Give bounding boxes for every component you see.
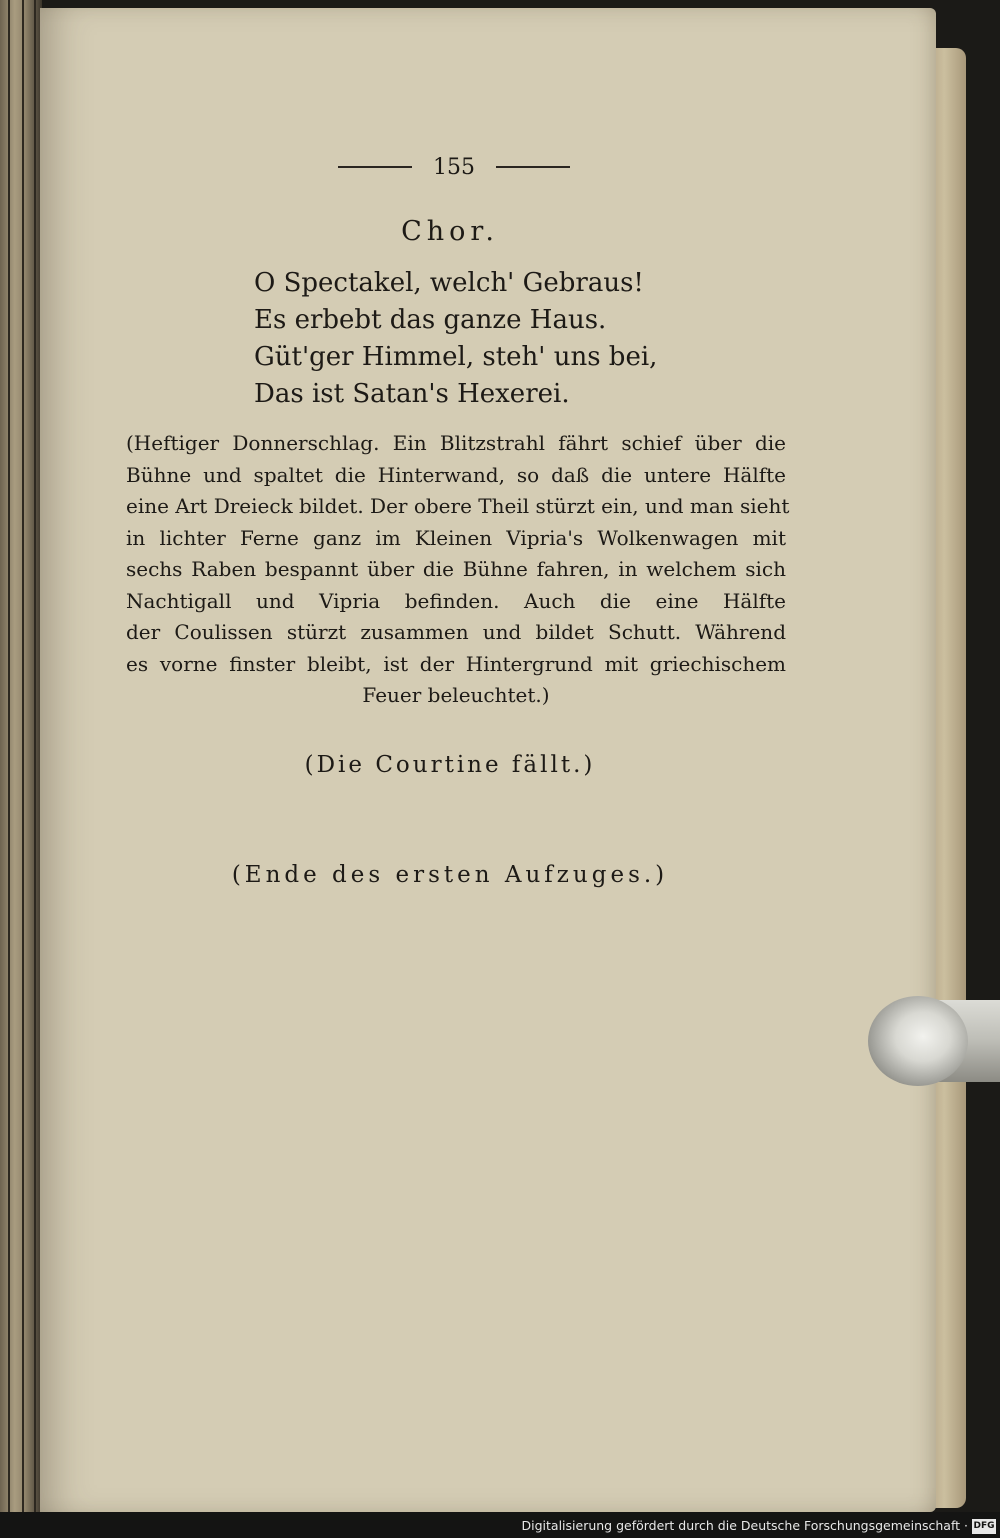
page-number: 155 [433, 154, 475, 180]
stage-direction-line: Nachtigall und Vipria befinden. Auch die eine Hälfte [126, 588, 786, 613]
stage-direction-line: in lichter Ferne ganz im Kleinen Vipria's Wolkenwagen mit [126, 525, 786, 550]
stage-direction [126, 428, 790, 712]
funding-credit: Digitalisierung gefördert durch die Deutsche Forschungsgemeinschaft · [521, 1518, 968, 1533]
page-clip [868, 996, 1000, 1086]
clip-ring [868, 996, 968, 1086]
header-rule-right [496, 166, 570, 168]
stage-direction-line: Feuer beleuchtet.) [362, 683, 550, 707]
verse-line-1: O Spectakel, welch' Gebraus! [254, 268, 644, 298]
curtain-falls-direction: (Die Courtine fällt.) [304, 752, 596, 778]
stage-direction-line: (Heftiger Donnerschlag. Ein Blitzstrahl fährt schief über die [126, 431, 786, 455]
stage-direction-line: es vorne finster bleibt, ist der Hintergrund mit griechischem [126, 651, 786, 676]
page-number-header [338, 152, 570, 182]
stage-direction-line: der Coulissen stürzt zusammen und bildet Schutt. Während [126, 620, 786, 644]
chorus-heading: Chor. [401, 216, 499, 247]
stage-direction-line: Bühne und spaltet die Hinterwand, so daß die untere Hälfte [126, 462, 786, 487]
footer-bar [0, 1512, 1000, 1538]
stage-direction-line: sechs Raben bespannt über die Bühne fahren, in welchem sich [126, 557, 786, 581]
header-rule-left [338, 166, 412, 168]
end-of-act: (Ende des ersten Aufzuges.) [231, 862, 669, 888]
verse-line-4: Das ist Satan's Hexerei. [254, 379, 570, 409]
dfg-logo: DFG [972, 1519, 996, 1534]
verse-line-2: Es erbebt das ganze Haus. [254, 305, 607, 335]
stage-direction-line: eine Art Dreieck bildet. Der obere Theil stürzt ein, und man sieht [126, 494, 790, 518]
verse-line-3: Güt'ger Himmel, steh' uns bei, [254, 342, 658, 372]
